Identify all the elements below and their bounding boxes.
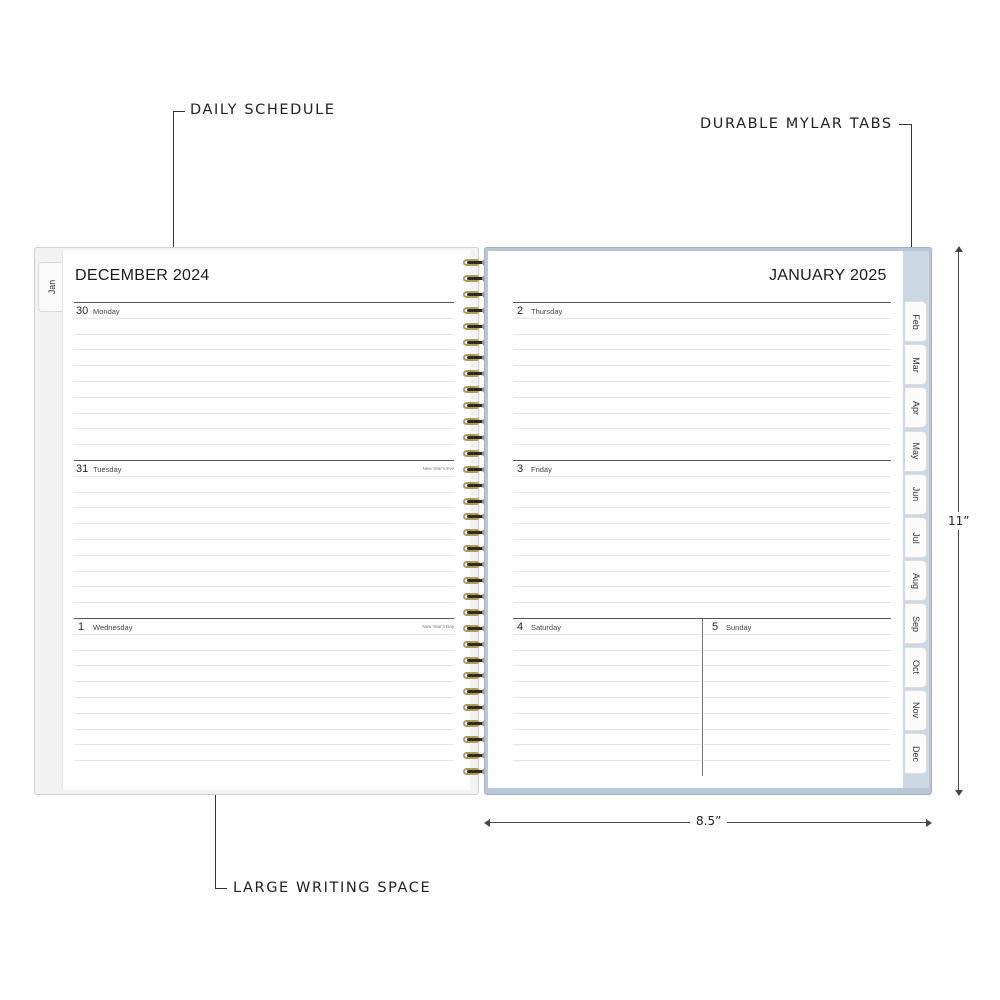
left-month-title: DECEMBER 2024	[75, 267, 210, 284]
month-tab-may[interactable]	[905, 431, 927, 472]
ruled-line	[513, 334, 891, 335]
daily-schedule-leader-h	[173, 111, 185, 112]
width-dimension-label: 8.5”	[690, 814, 727, 828]
ruled-line	[74, 586, 454, 587]
ruled-line	[74, 729, 454, 730]
day-name: Wednesday	[93, 623, 133, 632]
day-rule	[513, 460, 891, 461]
ruled-line	[513, 492, 891, 493]
ruled-line	[513, 713, 701, 714]
month-tab-jun[interactable]	[905, 474, 927, 515]
ruled-line	[513, 681, 701, 682]
month-tab-mar[interactable]	[905, 344, 927, 385]
ruled-line	[513, 555, 891, 556]
ruled-line	[74, 413, 454, 414]
ruled-line	[513, 634, 701, 635]
month-tab-aug[interactable]	[905, 560, 927, 601]
ruled-line	[74, 334, 454, 335]
month-tab-label: Sep	[910, 615, 921, 632]
ruled-line	[74, 713, 454, 714]
ruled-line	[513, 318, 891, 319]
writing-space-label: LARGE WRITING SPACE	[233, 880, 432, 896]
day-number: 4	[517, 621, 524, 633]
ruled-line	[513, 650, 701, 651]
ruled-line	[74, 634, 454, 635]
month-tab-feb[interactable]	[905, 301, 927, 342]
ruled-line	[513, 413, 891, 414]
ruled-line	[74, 555, 454, 556]
ruled-line	[74, 507, 454, 508]
ruled-line	[513, 571, 891, 572]
day-number: 5	[712, 621, 719, 633]
ruled-line	[74, 571, 454, 572]
ruled-line	[74, 444, 454, 445]
month-tab-jul[interactable]	[905, 517, 927, 558]
day-rule	[74, 618, 454, 619]
ruled-line	[704, 634, 891, 635]
ruled-line	[704, 650, 891, 651]
ruled-line	[513, 507, 891, 508]
ruled-line	[74, 365, 454, 366]
day-number: 3	[517, 463, 524, 475]
month-tab-oct[interactable]	[905, 647, 927, 688]
ruled-line	[74, 697, 454, 698]
durable-tabs-label: DURABLE MYLAR TABS	[700, 116, 893, 132]
ruled-line	[74, 381, 454, 382]
day-number: 31	[76, 463, 89, 475]
ruled-line	[704, 744, 891, 745]
ruled-line	[513, 428, 891, 429]
ruled-line	[513, 729, 701, 730]
day-number: 2	[517, 305, 524, 317]
day-number: 30	[76, 305, 89, 317]
ruled-line	[74, 318, 454, 319]
ruled-line	[704, 713, 891, 714]
ruled-line	[513, 539, 891, 540]
holiday-label: New Year's Day	[422, 624, 454, 629]
height-arrow-bottom	[955, 790, 963, 796]
month-tab-label: Jul	[910, 531, 921, 544]
left-planner-page	[62, 250, 470, 790]
day-number: 1	[78, 621, 85, 633]
ruled-line	[513, 381, 891, 382]
ruled-line	[74, 492, 454, 493]
month-tab-label: Mar	[910, 356, 921, 373]
ruled-line	[513, 444, 891, 445]
month-tab-apr[interactable]	[905, 387, 927, 428]
ruled-line	[513, 586, 891, 587]
month-tab-label: Oct	[910, 660, 921, 675]
ruled-line	[513, 744, 701, 745]
month-tab-label: Aug	[910, 572, 921, 589]
daily-schedule-label: DAILY SCHEDULE	[190, 102, 336, 118]
width-arrow-right	[926, 819, 932, 827]
height-arrow-top	[955, 246, 963, 252]
ruled-line	[74, 349, 454, 350]
ruled-line	[74, 760, 454, 761]
writing-space-leader-h	[215, 888, 227, 889]
month-tab-label: Dec	[910, 745, 921, 762]
ruled-line	[513, 365, 891, 366]
ruled-line	[74, 602, 454, 603]
width-arrow-left	[484, 819, 490, 827]
ruled-line	[74, 539, 454, 540]
day-name: Saturday	[531, 623, 562, 632]
ruled-line	[704, 697, 891, 698]
holiday-label: New Year's Eve	[422, 466, 454, 471]
month-tab-label: Jun	[910, 487, 921, 502]
ruled-line	[704, 665, 891, 666]
day-rule	[74, 302, 454, 303]
month-tab-label: Nov	[910, 702, 921, 719]
month-tab-label: Feb	[910, 313, 921, 330]
day-name: Sunday	[726, 623, 752, 632]
ruled-line	[704, 760, 891, 761]
month-tab-jan[interactable]	[38, 262, 64, 312]
day-rule	[513, 302, 891, 303]
ruled-line	[513, 602, 891, 603]
ruled-line	[513, 665, 701, 666]
day-name: Tuesday	[93, 465, 122, 474]
ruled-line	[74, 681, 454, 682]
ruled-line	[74, 665, 454, 666]
ruled-line	[74, 650, 454, 651]
month-tab-sep[interactable]	[905, 603, 927, 644]
weekend-divider	[702, 618, 703, 776]
day-rule	[74, 460, 454, 461]
ruled-line	[74, 428, 454, 429]
month-tab-label: May	[910, 442, 921, 460]
ruled-line	[513, 397, 891, 398]
height-dimension-label: 11”	[948, 514, 970, 528]
durable-tabs-leader-h	[899, 124, 911, 125]
month-tab-label: Apr	[910, 400, 921, 415]
month-tab-label: Jan	[46, 279, 57, 295]
day-name: Monday	[93, 307, 120, 316]
ruled-line	[513, 349, 891, 350]
ruled-line	[704, 681, 891, 682]
ruled-line	[704, 729, 891, 730]
day-name: Friday	[531, 465, 552, 474]
ruled-line	[74, 476, 454, 477]
ruled-line	[74, 744, 454, 745]
ruled-line	[513, 760, 701, 761]
month-tab-nov[interactable]	[905, 690, 927, 731]
ruled-line	[513, 476, 891, 477]
month-tab-dec[interactable]	[905, 733, 927, 774]
ruled-line	[74, 523, 454, 524]
day-name: Thursday	[531, 307, 563, 316]
right-month-title: JANUARY 2025	[769, 267, 887, 284]
ruled-line	[74, 397, 454, 398]
ruled-line	[513, 697, 701, 698]
right-planner-page	[488, 251, 903, 788]
ruled-line	[513, 523, 891, 524]
